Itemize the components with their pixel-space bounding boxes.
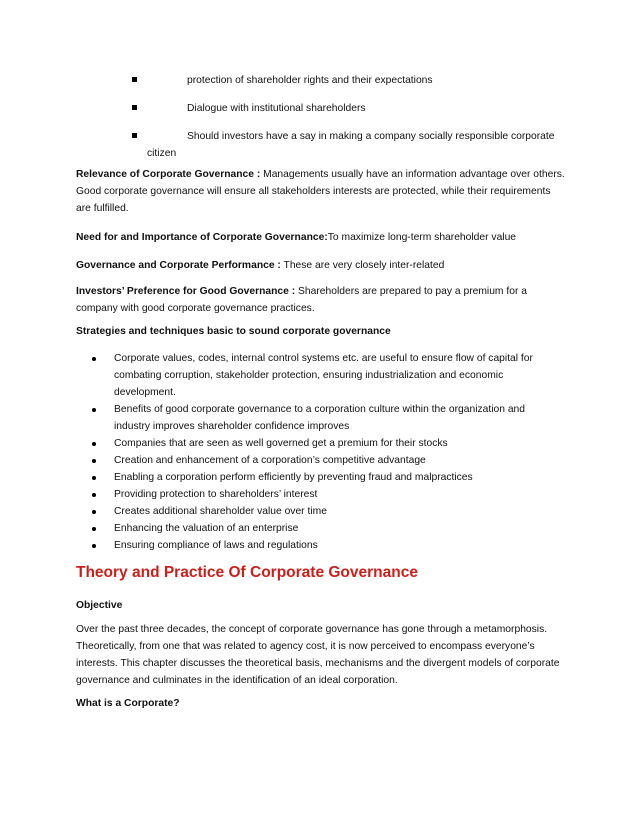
paragraph-label: Relevance of Corporate Governance : bbox=[76, 169, 261, 180]
square-bullet-icon bbox=[132, 133, 137, 138]
list-item-text: Companies that are seen as well governed get a premium for their stocks bbox=[114, 438, 448, 449]
list-item-text: Enhancing the valuation of an enterprise bbox=[114, 523, 299, 534]
list-item bbox=[76, 435, 556, 452]
need-paragraph bbox=[76, 229, 566, 246]
square-bullet-icon bbox=[132, 77, 137, 82]
investors-paragraph bbox=[76, 283, 546, 317]
list-item-continuation: citizen bbox=[147, 148, 177, 159]
list-item-text: protection of shareholder rights and their expectations bbox=[187, 75, 433, 86]
list-item bbox=[76, 350, 556, 401]
list-item bbox=[76, 469, 556, 486]
bullet-icon bbox=[92, 442, 96, 446]
paragraph-text: Shareholders are prepared to pay a premium for a company with good corporate governance practices. bbox=[76, 286, 527, 314]
list-item-text: Creates additional shareholder value over time bbox=[114, 506, 327, 517]
objective-paragraph: Over the past three decades, the concept of corporate governance has gone through a metamorphosis. Theoretically, from one that was related to agency cost, it is now perceived to encompass everyone’s interests. This chapter discusses the theoretical basis, mechanisms and the divergent models of corporate governance and culminates in the identification of an ideal corporation. bbox=[76, 624, 560, 686]
paragraph-text: To maximize long-term shareholder value bbox=[327, 232, 517, 243]
list-item bbox=[76, 520, 556, 537]
bullet-icon bbox=[92, 408, 96, 412]
list-item-text: Creation and enhancement of a corporation’s competitive advantage bbox=[114, 455, 426, 466]
bullet-icon bbox=[92, 459, 96, 463]
list-item bbox=[76, 486, 556, 503]
bullet-icon bbox=[92, 544, 96, 548]
square-list-item bbox=[0, 72, 638, 89]
paragraph-label: Need for and Importance of Corporate Governance: bbox=[76, 232, 328, 243]
relevance-paragraph bbox=[76, 166, 566, 217]
square-bullet-icon bbox=[132, 105, 137, 110]
list-item bbox=[76, 537, 556, 554]
bullet-icon bbox=[92, 357, 96, 361]
list-item-text: Providing protection to shareholders’ interest bbox=[114, 489, 318, 500]
bullet-icon bbox=[92, 493, 96, 497]
bullet-icon bbox=[92, 527, 96, 531]
paragraph-text: Managements usually have an information advantage over others. Good corporate governance will ensure all stakeholders interests are protected, while their requirements are fulfilled. bbox=[76, 169, 565, 214]
square-list-item bbox=[0, 100, 638, 117]
paragraph-text: These are very closely inter-related bbox=[280, 260, 445, 271]
list-item-text: Benefits of good corporate governance to a corporation culture within the organization and industry improves shareholder confidence improves bbox=[114, 404, 525, 432]
paragraph-label: Governance and Corporate Performance : bbox=[76, 260, 281, 271]
list-item bbox=[76, 452, 556, 469]
paragraph-label: Investors’ Preference for Good Governance : bbox=[76, 286, 296, 297]
strategies-heading bbox=[76, 323, 566, 340]
corporate-heading: What is a Corporate? bbox=[76, 698, 180, 709]
list-item-text: Dialogue with institutional shareholders bbox=[187, 103, 366, 114]
list-item bbox=[76, 503, 556, 520]
performance-paragraph bbox=[76, 257, 566, 274]
objective-heading: Objective bbox=[76, 600, 123, 611]
list-item-text: Corporate values, codes, internal control systems etc. are useful to ensure flow of capital for combating corruption, stakeholder protection, ensuring industrialization and economic development. bbox=[114, 353, 533, 398]
bullet-icon bbox=[92, 476, 96, 480]
list-item bbox=[76, 401, 556, 435]
list-item-text: Enabling a corporation perform efficiently by preventing fraud and malpractices bbox=[114, 472, 473, 483]
strategies-list bbox=[76, 350, 556, 554]
bullet-icon bbox=[92, 510, 96, 514]
list-item-text: Ensuring compliance of laws and regulations bbox=[114, 540, 318, 551]
paragraph-label: Strategies and techniques basic to sound corporate governance bbox=[76, 326, 391, 337]
square-list-item bbox=[0, 128, 638, 159]
section-heading: Theory and Practice Of Corporate Governance bbox=[76, 564, 418, 581]
list-item-text: Should investors have a say in making a company socially responsible corporate bbox=[187, 131, 555, 142]
